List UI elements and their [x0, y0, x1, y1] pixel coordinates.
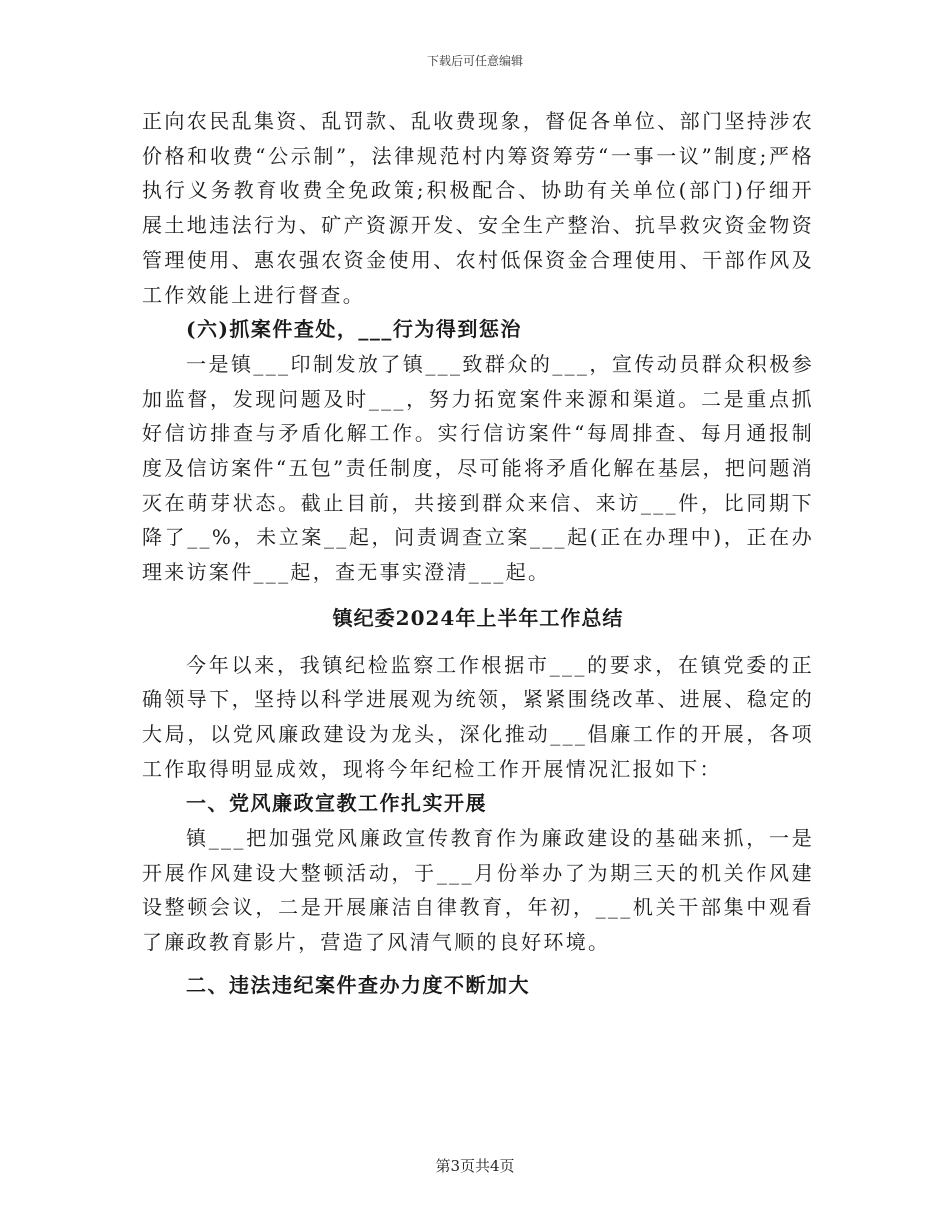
paragraph-4: 镇___把加强党风廉政宣传教育作为廉政建设的基础来抓，一是开展作风建设大整顿活动，于___月份举办了为期三天的机关作风建设整顿会议，二是开展廉洁自律教育，年初，___机关干部集中观看了廉政教育影片，营造了风清气顺的良好环境。 — [142, 826, 814, 955]
section-heading-6: (六)抓案件查处，___行为得到惩治 — [186, 317, 522, 342]
section-heading-2: 二、违法违纪案件查办力度不断加大 — [186, 972, 530, 997]
document-body — [142, 104, 814, 1003]
paragraph-3: 今年以来，我镇纪检监察工作根据市___的要求，在镇党委的正确领导下，坚持以科学进展观为统领，紧紧围绕改革、进展、稳定的大局，以党风廉政建设为龙头，深化推动___倡廉工作的开展，各项工作取得明显成效，现将今年纪检工作开展情况汇报如下： — [142, 652, 814, 781]
paragraph-1: 正向农民乱集资、乱罚款、乱收费现象，督促各单位、部门坚持涉农价格和收费“公示制”，法律规范村内筹资筹劳“一事一议”制度;严格执行义务教育收费全免政策;积极配合、协助有关单位(部门)仔细开展土地违法行为、矿产资源开发、安全生产整治、抗旱救灾资金物资管理使用、惠农强农资金使用、农村低保资金合理使用、干部作风及工作效能上进行督查。 — [142, 109, 814, 307]
document-title: 镇纪委2024年上半年工作总结 — [332, 605, 624, 630]
section-heading-1: 一、党风廉政宣教工作扎实开展 — [186, 791, 487, 816]
page-footer: 第3页共4页 — [435, 1157, 515, 1175]
page-header: 下载后可任意编辑 — [426, 54, 523, 68]
paragraph-2: 一是镇___印制发放了镇___致群众的___，宣传动员群众积极参加监督，发现问题及时___，努力拓宽案件来源和渠道。二是重点抓好信访排查与矛盾化解工作。实行信访案件“每周排查、每月通报制度及信访案件“五包”责任制度，尽可能将矛盾化解在基层，把问题消灭在萌芽状态。截止目前，共接到群众来信、来访___件，比同期下降了__%，未立案__起，问责调查立案___起(正在办理中)，正在办理来访案件___起，查无事实澄清___起。 — [142, 351, 814, 585]
